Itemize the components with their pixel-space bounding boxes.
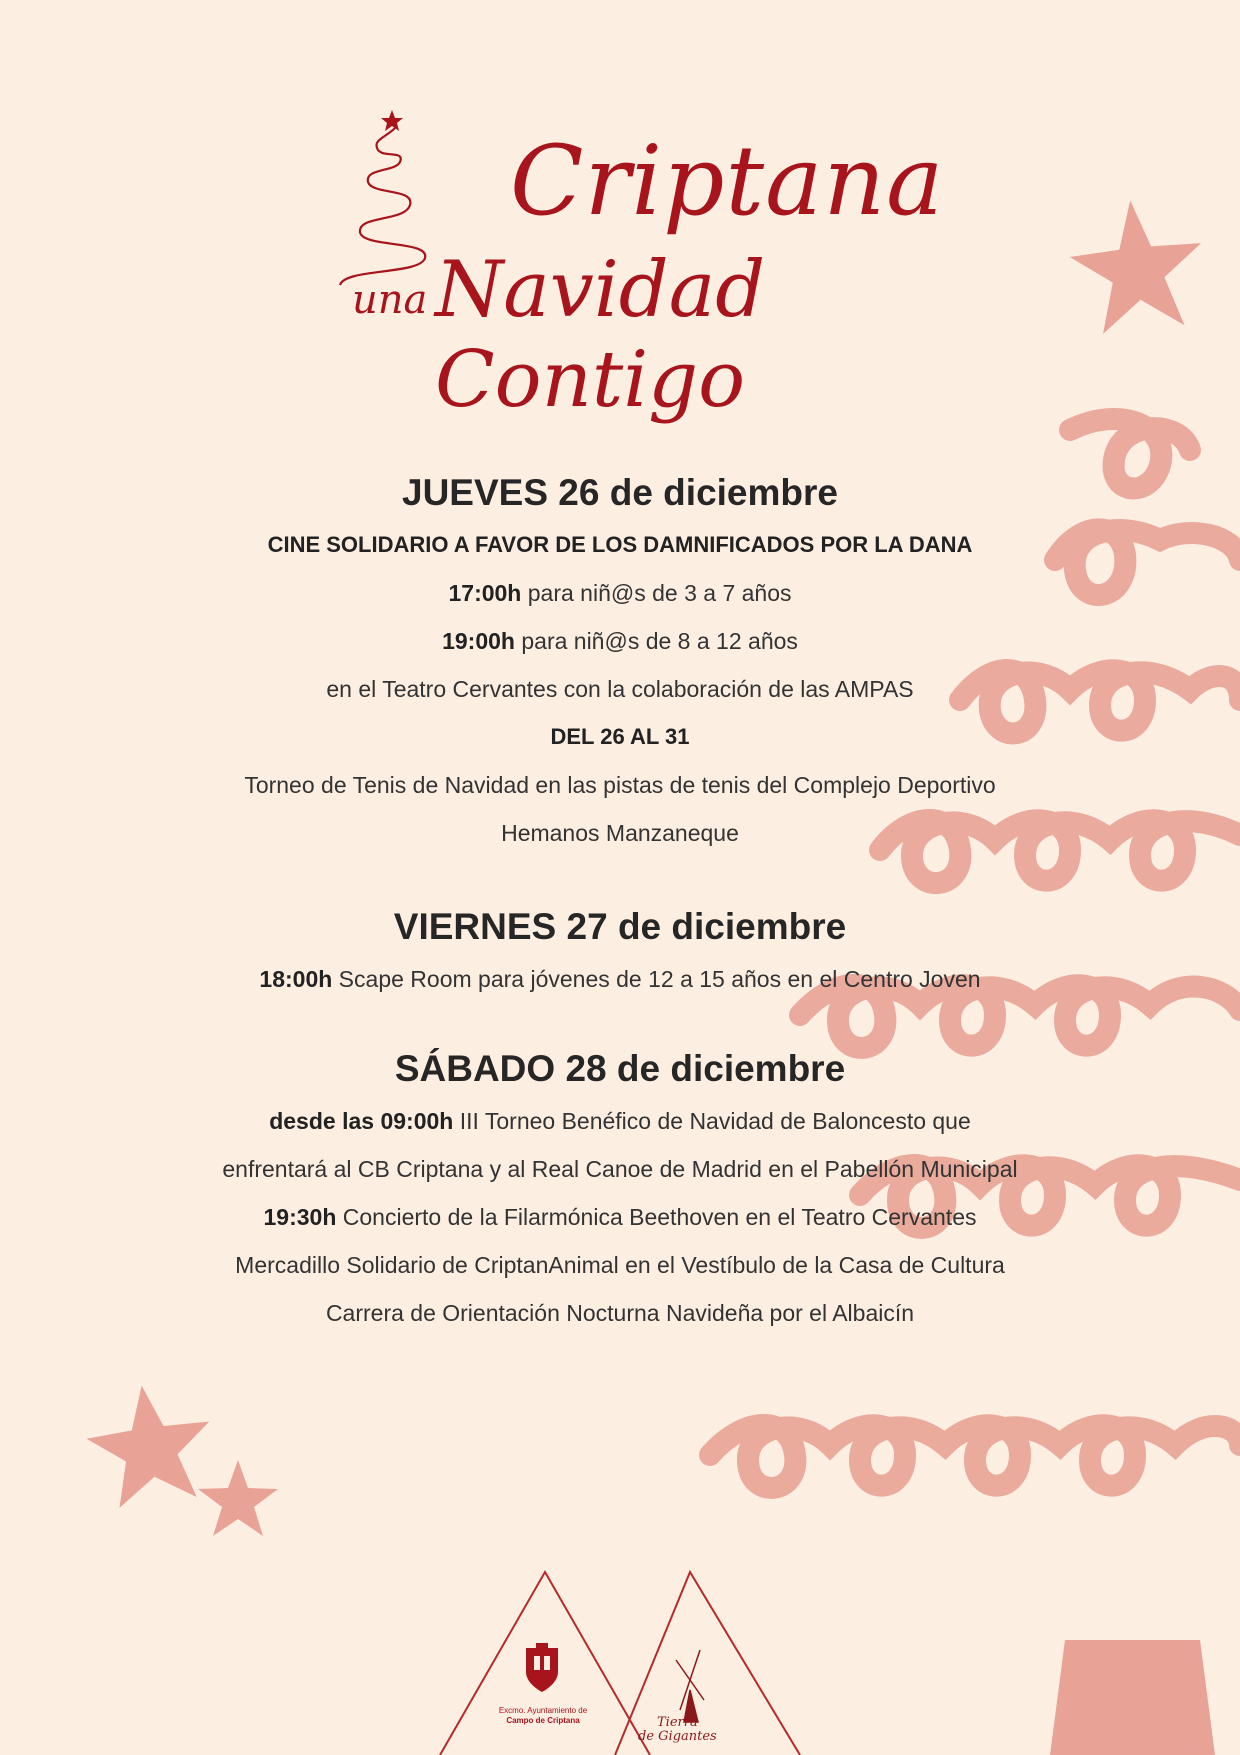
- section-sabado: [150, 1041, 1090, 1337]
- section-viernes: [150, 899, 1090, 1003]
- event-logo: [330, 105, 945, 425]
- ayuntamiento-label: Excmo. Ayuntamiento de Campo de Criptana: [498, 1706, 588, 1725]
- schedule-line: Torneo de Tenis de Navidad en las pistas de tenis del Complejo Deportivo: [244, 772, 996, 798]
- schedule-line: 18:00h Scape Room para jóvenes de 12 a 15 años en el Centro Joven: [259, 966, 981, 992]
- section-day-heading: JUEVES 26 de diciembre: [402, 472, 838, 513]
- section-day-heading: SÁBADO 28 de diciembre: [394, 1048, 846, 1089]
- logo-prefix-una: una: [352, 277, 428, 323]
- tierra-de-gigantes-label: Tierra de Gigantes: [638, 1715, 717, 1744]
- logo-title-navidad-contigo: Navidad Contigo: [435, 245, 766, 425]
- tree-swirl-row-7: [710, 1425, 1240, 1488]
- schedule-line: Carrera de Orientación Nocturna Navideña por el Albaicín: [325, 1300, 915, 1326]
- program-content: [150, 465, 1090, 1337]
- windmill-icon: [676, 1650, 704, 1722]
- schedule-line: 19:00h para niñ@s de 8 a 12 años: [442, 628, 798, 654]
- section-jueves: [150, 465, 1090, 857]
- star-bottom-left-large: [80, 1377, 219, 1511]
- schedule-line: desde las 09:00h III Torneo Benéfico de Navidad de Baloncesto que: [269, 1108, 971, 1134]
- schedule-line: Hemanos Manzaneque: [501, 820, 739, 846]
- tree-trunk: [1050, 1640, 1215, 1755]
- schedule-line: 17:00h para niñ@s de 3 a 7 años: [448, 580, 792, 606]
- logo-title-criptana: Criptana: [510, 125, 945, 237]
- schedule-line: enfrentará al CB Criptana y al Real Canoe de Madrid en el Pabellón Municipal: [222, 1156, 1018, 1182]
- section-subtitle-range: DEL 26 AL 31: [550, 724, 690, 749]
- schedule-line: Mercadillo Solidario de CriptanAnimal en el Vestíbulo de la Casa de Cultura: [235, 1252, 1005, 1278]
- schedule-line: 19:30h Concierto de la Filarmónica Beethoven en el Teatro Cervantes: [263, 1204, 977, 1230]
- ayuntamiento-shield-icon: [522, 1642, 562, 1694]
- section-day-heading: VIERNES 27 de diciembre: [393, 906, 847, 947]
- schedule-line: en el Teatro Cervantes con la colaboración de las AMPAS: [326, 676, 914, 702]
- section-subtitle: CINE SOLIDARIO A FAVOR DE LOS DAMNIFICADOS POR LA DANA: [267, 532, 973, 557]
- star-bottom-left-small: [198, 1460, 278, 1536]
- star-top-right: [1065, 193, 1210, 336]
